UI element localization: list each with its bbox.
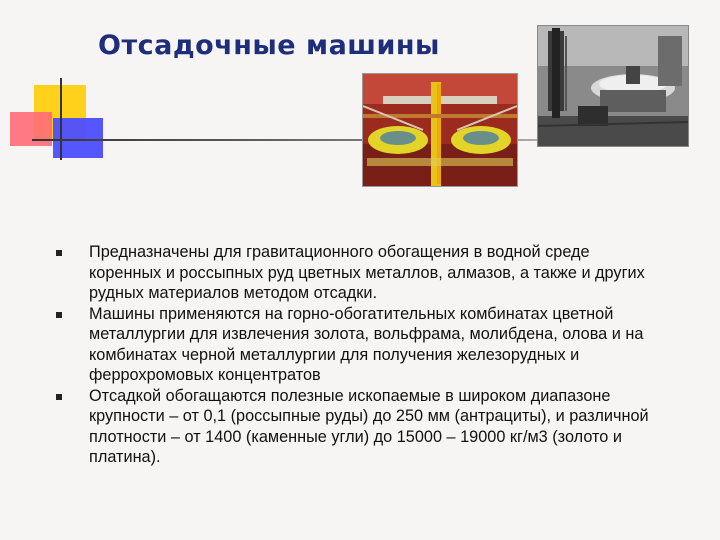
bullet-marker [56,250,62,256]
list-item [56,304,666,386]
slide-title: Отсадочные машины [98,30,440,61]
bullet-text: Машины применяются на горно-обогатительных комбинатах цветной металлургии для извлечения золота, вольфрама, молибдена, олова и на комбинатах черной металлургии для получения железорудных и феррохромовых концентратов [89,304,644,384]
list-item [56,242,666,304]
jig-machine-photo-color [362,73,518,187]
bullet-marker [56,394,62,400]
bullet-text: Отсадкой обогащаются полезные ископаемые в широком диапазоне крупности – от 0,1 (россыпные руды) до 250 мм (антрациты), и различной плотности – от 1400 (каменные угли) до 15000 – 19000 кг/м3 (золото и платина). [89,386,649,466]
bullet-marker [56,312,62,318]
decor-vertical-line [60,78,62,160]
bullet-text: Предназначены для гравитационного обогащения в водной среде коренных и россыпных руд цветных металлов, алмазов, а также и других рудных материалов методом отсадки. [89,243,645,302]
jig-machine-photo-bw [537,25,689,147]
bullet-list [56,242,666,468]
list-item [56,386,666,468]
